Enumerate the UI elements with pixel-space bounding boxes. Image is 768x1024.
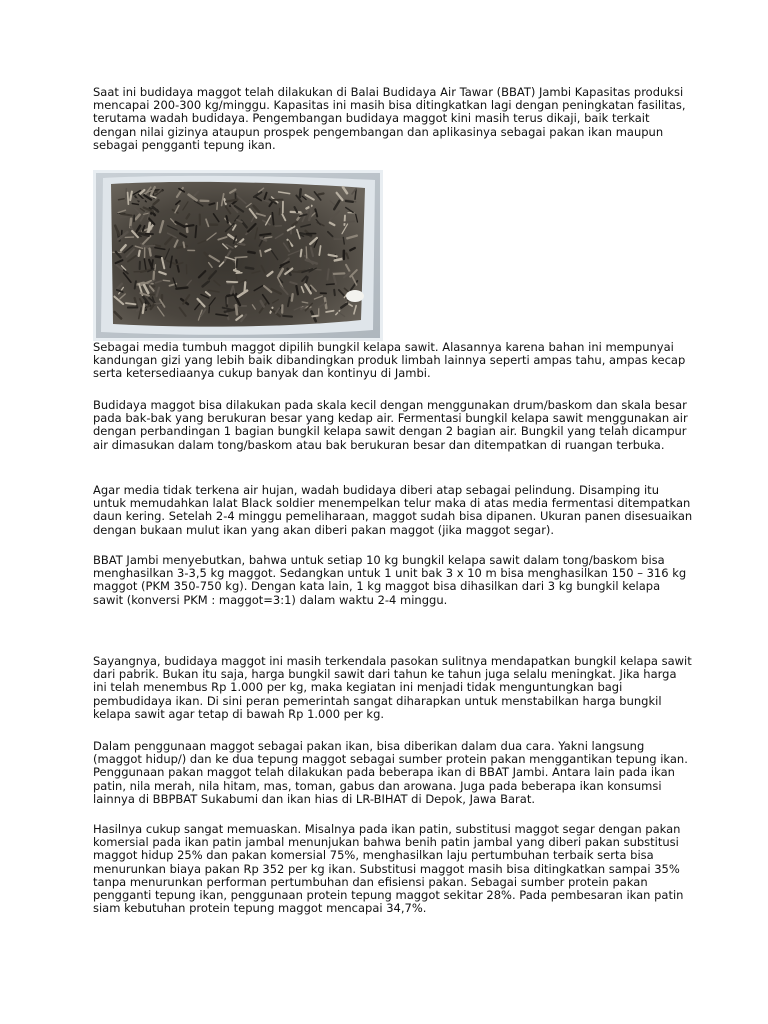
maggot-stroke	[184, 225, 194, 226]
maggot-stroke	[239, 244, 245, 245]
paragraph-hasil: Hasilnya cukup sangat memuaskan. Misalnya pada ikan patin, substitusi maggot segar dengan pakan komersial pada ikan patin jambal menunjukan bahwa benih patin jambal yang diberi pakan substitusi maggot hidup 25% dan pakan komersial 75%, menghasilkan laju pertumbuhan terbaik serta bisa menurunkan biaya pakan Rp 352 per kg ikan. Substitusi maggot masih bisa ditingkatkan sampai 35% tanpa menurunkan performan pertumbuhan dan efisiensi pakan. Sebagai sumber protein pakan pengganti tepung ikan, penggunaan protein tepung maggot sekitar 28%. Pada pembesaran ikan patin siam kebutuhan protein tepung maggot mencapai 34,7%.	[93, 822, 684, 916]
maggot-stroke	[120, 217, 127, 218]
maggot-stroke	[291, 212, 301, 213]
maggot-stroke	[326, 284, 334, 285]
maggot-stroke	[279, 208, 280, 214]
maggot-stroke	[139, 251, 140, 256]
maggot-stroke	[209, 307, 210, 313]
white-spot	[346, 290, 364, 302]
maggot-stroke	[132, 204, 138, 205]
maggot-stroke	[148, 223, 150, 233]
maggot-stroke	[301, 250, 302, 257]
maggot-stroke	[126, 303, 136, 304]
paragraph-budidaya: Budidaya maggot bisa dilakukan pada skala kecil dengan menggunakan drum/baskom dan skala besar pada bak-bak yang berukuran besar yang kedap air. Fermentasi bungkil kelapa sawit menggunakan air dengan perbandingan 1 bagian bungkil kelapa sawit dengan 2 bagian air. Bungkil yang telah dicampur air dimasukan dalam tong/baskom atau bak berukuran besar dan ditempatkan di ruangan terbuka.	[93, 398, 688, 452]
maggot-stroke	[163, 280, 170, 281]
maggot-stroke	[156, 257, 161, 258]
paragraph-media: Sebagai media tumbuh maggot dipilih bungkil kelapa sawit. Alasannya karena bahan ini mempunyai kandungan gizi yang lebih baik dibandingkan produk limbah lainnya seperti ampas tahu, ampas kecap serta ketersediaanya cukup banyak dan kontinyu di Jambi.	[93, 340, 686, 381]
maggot-stroke	[343, 221, 355, 222]
maggot-stroke	[327, 269, 328, 279]
paragraph-intro: Saat ini budidaya maggot telah dilakukan di Balai Budidaya Air Tawar (BBAT) Jambi Kapasitas produksi mencapai 200-300 kg/minggu. Kapasitas ini masih bisa ditingkatkan lagi dengan peningkatan fasilitas, terutama wadah budidaya. Pengembangan budidaya maggot kini masih terus dikaji, baik terkait dengan nilai gizinya ataupun prospek pengembangan dan aplikasinya sebagai pakan ikan maupun sebagai pengganti tepung ikan.	[93, 85, 686, 152]
maggot-stroke	[155, 303, 161, 304]
maggot-stroke	[260, 251, 261, 257]
maggot-stroke	[329, 255, 337, 256]
maggot-stroke	[209, 203, 214, 204]
maggot-stroke	[326, 311, 334, 312]
maggot-stroke	[227, 282, 238, 283]
maggot-stroke	[234, 270, 239, 272]
maggot-stroke	[135, 281, 136, 288]
paragraph-penggunaan: Dalam penggunaan maggot sebagai pakan ikan, bisa diberikan dalam dua cara. Yakni langsung (maggot hidup/) dan ke dua tepung maggot sebagai sumber protein pakan menggantikan tepung ikan. Penggunaan pakan maggot telah dilakukan pada beberapa ikan di BBAT Jambi. Antara lain pada ikan patin, nila merah, nila hitam, mas, toman, gabus dan arowana. Juga pada beberapa ikan konsumsi lainnya di BBPBAT Sukabumi dan ikan hias di LR-BIHAT di Depok, Jawa Barat.	[93, 739, 688, 806]
maggot-stroke	[145, 246, 155, 247]
maggot-stroke	[150, 249, 151, 256]
maggot-stroke	[217, 202, 218, 209]
maggot-stroke	[312, 316, 317, 317]
maggot-stroke	[146, 234, 153, 235]
paragraph-kendala: Sayangnya, budidaya maggot ini masih terkendala pasokan sulitnya mendapatkan bungkil kelapa sawit dari pabrik. Bukan itu saja, harga bungkil sawit dari tahun ke tahun juga selalu meningkat. Jika harga ini telah menembus Rp 1.000 per kg, maka kegiatan ini menjadi tidak menguntungkan bagi pembudidaya ikan. Di sini peran pemerintah sangat diharapkan untuk menstabilkan harga bungkil kelapa sawit agar tetap di bawah Rp 1.000 per kg.	[93, 654, 692, 721]
paragraph-produksi: BBAT Jambi menyebutkan, bahwa untuk setiap 10 kg bungkil kelapa sawit dalam tong/baskom bisa menghasilkan 3-3,5 kg maggot. Sedangkan untuk 1 unit bak 3 x 10 m bisa menghasilkan 150 – 316 kg maggot (PKM 350-750 kg). Dengan kata lain, 1 kg maggot bisa dihasilkan dari 3 kg bungkil kelapa sawit (konversi PKM : maggot=3:1) dalam waktu 2-4 minggu.	[93, 553, 687, 607]
maggot-stroke	[176, 288, 187, 289]
maggot-stroke	[119, 199, 125, 200]
maggot-stroke	[260, 234, 271, 235]
maggot-stroke	[226, 216, 228, 222]
maggot-stroke	[272, 213, 273, 225]
maggot-stroke	[236, 305, 237, 314]
maggot-stroke	[334, 273, 344, 274]
maggot-stroke	[334, 290, 335, 295]
paragraph-atap: Agar media tidak terkena air hujan, wadah budidaya diberi atap sebagai pelindung. Disamping itu untuk memudahkan lalat Black soldier menempelkan telur maka di atas media fermentasi ditempatkan daun kering. Setelah 2-4 minggu pemeliharaan, maggot sudah bisa dipanen. Ukuran panen disesuaikan dengan bukaan mulut ikan yang akan diberi pakan maggot (jika maggot segar).	[93, 483, 693, 537]
maggot-stroke	[128, 193, 129, 205]
maggot-stroke	[318, 194, 323, 195]
maggot-stroke	[302, 302, 308, 303]
maggot-stroke	[300, 189, 301, 197]
maggot-stroke	[245, 282, 246, 292]
maggot-stroke	[248, 252, 254, 253]
maggot-stroke	[246, 268, 253, 269]
maggot-stroke	[177, 246, 187, 248]
maggot-photo-illustration	[93, 170, 383, 341]
maggot-stroke	[344, 216, 345, 225]
maggot-stroke	[292, 294, 293, 301]
maggot-stroke	[143, 304, 144, 313]
maggot-stroke	[235, 257, 247, 258]
maggot-stroke	[183, 242, 184, 247]
maggot-stroke	[154, 272, 155, 280]
maggot-stroke	[236, 259, 237, 267]
maggot-stroke	[126, 189, 127, 201]
maggot-stroke	[346, 201, 353, 202]
maggot-stroke	[335, 259, 344, 261]
maggot-stroke	[155, 265, 156, 270]
maggot-photo	[93, 170, 383, 341]
maggot-stroke	[195, 226, 196, 237]
maggot-stroke	[296, 286, 298, 294]
maggot-stroke	[306, 247, 307, 258]
maggot-stroke	[283, 316, 292, 317]
maggot-stroke	[130, 219, 131, 227]
maggot-stroke	[133, 199, 144, 200]
maggot-stroke	[343, 237, 344, 244]
